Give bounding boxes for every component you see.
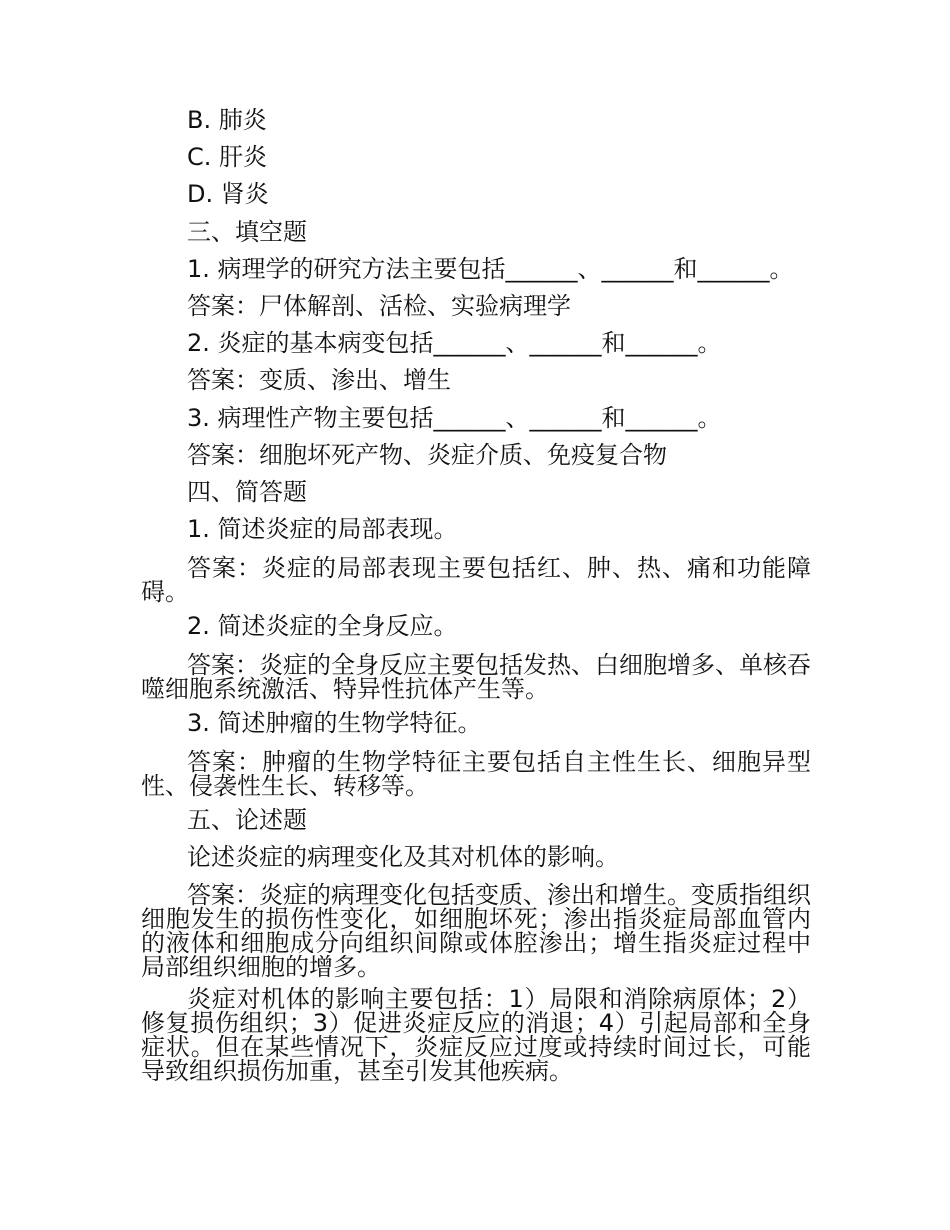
fill-question-1: 1. 病理学的研究方法主要包括______、______和______。 [187, 255, 794, 283]
fill-answer-3: 答案：细胞坏死产物、炎症介质、免疫复合物 [187, 441, 667, 469]
fill-answer-1: 答案：尸体解剖、活检、实验病理学 [187, 292, 571, 320]
short-answer-3: 答案：肿瘤的生物学特征主要包括自主性生长、细胞异型性、侵袭性生长、转移等。 [141, 748, 811, 800]
short-question-2: 2. 简述炎症的全身反应。 [187, 612, 458, 640]
option-d: D. 肾炎 [187, 180, 269, 208]
section-heading-short-answer: 四、简答题 [187, 478, 307, 506]
essay-question: 论述炎症的病理变化及其对机体的影响。 [187, 843, 619, 871]
essay-answer-pathology: 答案：炎症的病理变化包括变质、渗出和增生。变质指组织细胞发生的损伤性变化，如细胞坏死；渗出指炎症局部血管内的液体和细胞成分向组织间隙或体腔渗出；增生指炎症过程中局部组织细胞的增多。 [141, 881, 811, 981]
short-question-3: 3. 简述肿瘤的生物学特征。 [187, 709, 482, 737]
essay-answer-effects: 炎症对机体的影响主要包括：1）局限和消除病原体；2）修复损伤组织；3）促进炎症反应的消退；4）引起局部和全身症状。但在某些情况下，炎症反应过度或持续时间过长，可能导致组织损伤加重，甚至引发其他疾病。 [141, 985, 811, 1085]
fill-question-3: 3. 病理性产物主要包括______、______和______。 [187, 404, 722, 432]
short-answer-1: 答案：炎症的局部表现主要包括红、肿、热、痛和功能障碍。 [141, 554, 811, 606]
section-heading-fill-in: 三、填空题 [187, 218, 307, 246]
short-answer-2: 答案：炎症的全身反应主要包括发热、白细胞增多、单核吞噬细胞系统激活、特异性抗体产生等。 [141, 651, 811, 703]
fill-question-2: 2. 炎症的基本病变包括______、______和______。 [187, 329, 722, 357]
option-b: B. 肺炎 [187, 106, 267, 134]
option-c: C. 肝炎 [187, 143, 268, 171]
fill-answer-2: 答案：变质、渗出、增生 [187, 366, 451, 394]
section-heading-essay: 五、论述题 [187, 806, 307, 834]
short-question-1: 1. 简述炎症的局部表现。 [187, 515, 458, 543]
